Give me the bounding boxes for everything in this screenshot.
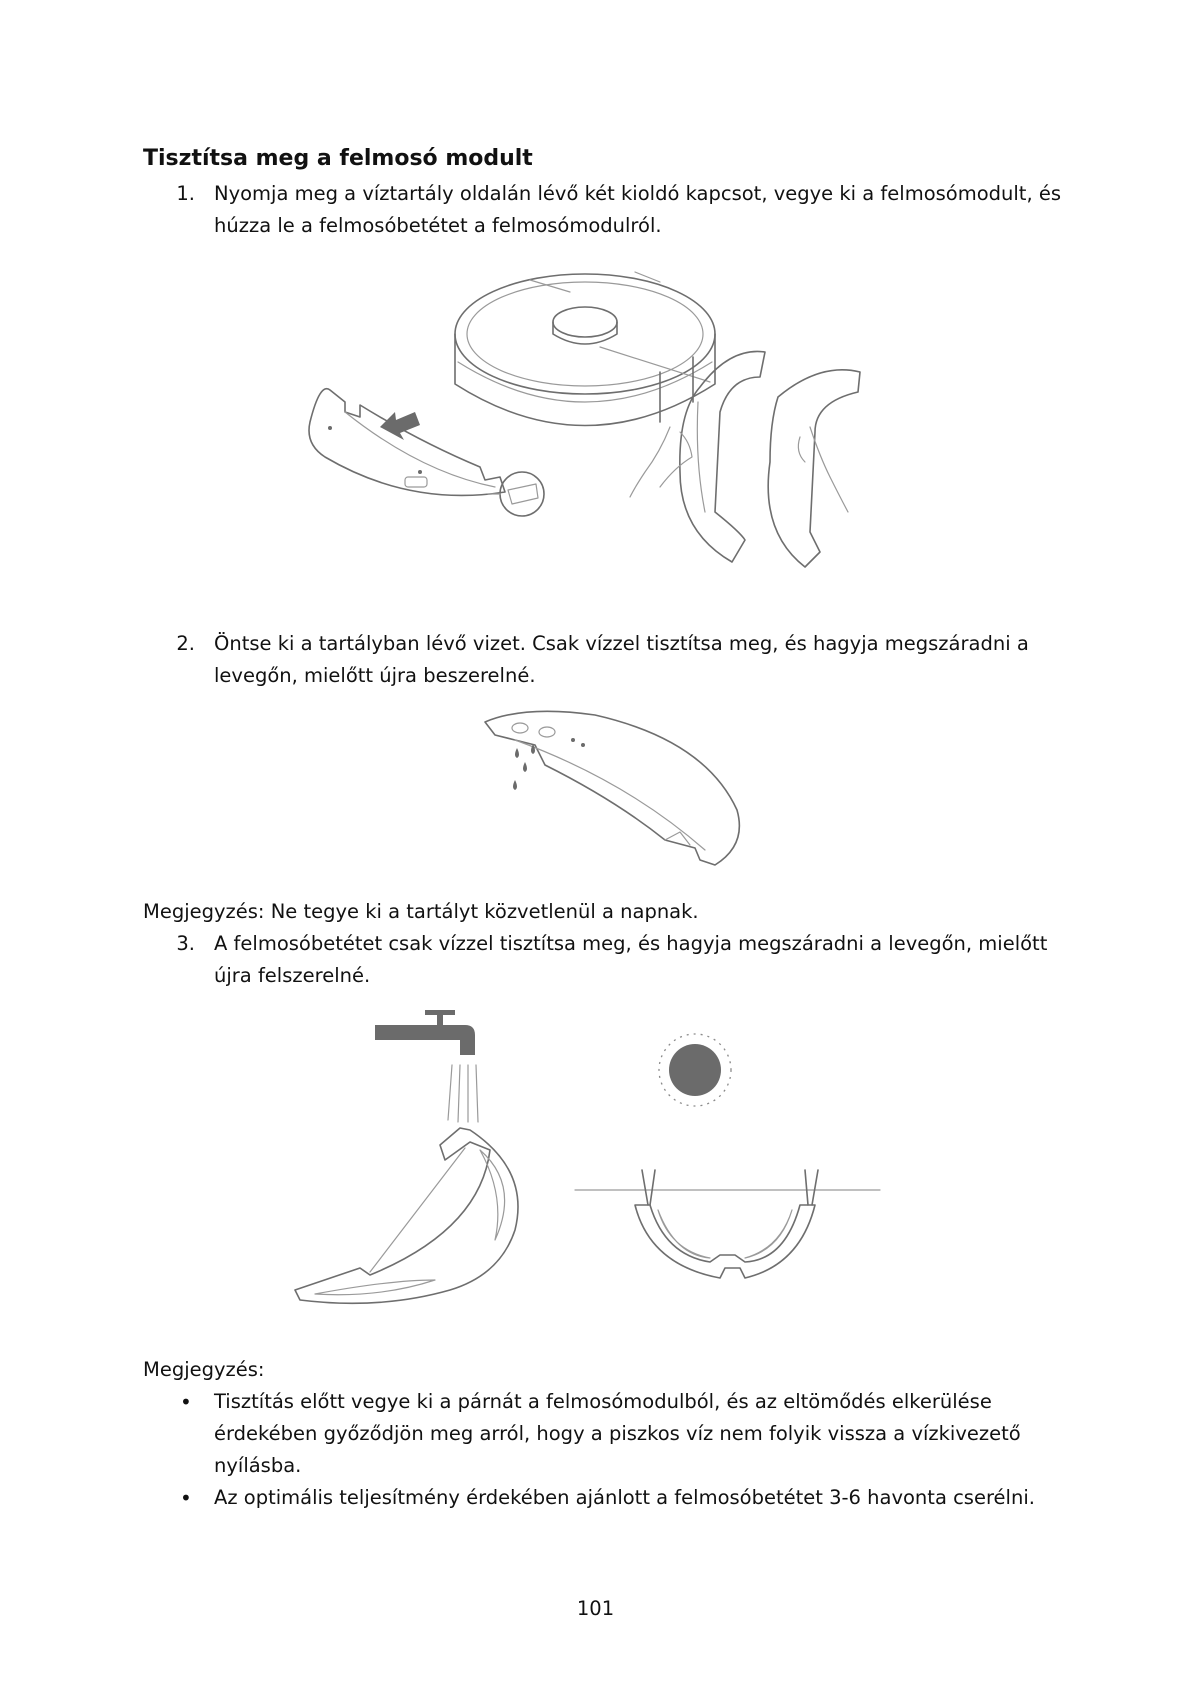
- note-sun: Megjegyzés: Ne tegye ki a tartályt közvetlenül a napnak.: [143, 900, 699, 923]
- note-title: Megjegyzés:: [143, 1358, 265, 1381]
- step-3-number: 3.: [176, 932, 195, 955]
- mop-module-icon: [309, 389, 505, 496]
- mop-pad-icon: [680, 351, 860, 567]
- mop-pad-icon: [295, 1128, 518, 1303]
- bullet-1-line-3: nyílásba.: [214, 1454, 302, 1477]
- step-2-line-1: Öntse ki a tartályban lévő vizet. Csak vízzel tisztítsa meg, és hagyja megszáradni a: [214, 632, 1029, 655]
- bullet-1-line-2: érdekében győződjön meg arról, hogy a piszkos víz nem folyik vissza a vízkivezető: [214, 1422, 1021, 1445]
- mop-module-icon: [485, 711, 739, 865]
- robot-vacuum-icon: [455, 272, 715, 426]
- water-drops-icon: [513, 744, 535, 790]
- section-heading: Tisztítsa meg a felmosó modult: [143, 146, 533, 171]
- figure-empty-tank: [475, 700, 755, 879]
- step-1-line-1: Nyomja meg a víztartály oldalán lévő két kioldó kapcsot, vegye ki a felmosómodult, és: [214, 182, 1061, 205]
- faucet-icon: [375, 1010, 478, 1122]
- step-1-number: 1.: [176, 182, 195, 205]
- bullet-1-line-1: Tisztítás előtt vegye ki a párnát a felmosómodulból, és az eltömődés elkerülése: [214, 1390, 992, 1413]
- step-3-line-2: újra felszerelné.: [214, 964, 371, 987]
- figure-wash-and-dry-pad: [280, 1010, 900, 1314]
- step-1-line-2: húzza le a felmosóbetétet a felmosómodulról.: [214, 214, 662, 237]
- bullet-2-symbol: •: [180, 1486, 192, 1510]
- page-number: 101: [576, 1597, 615, 1620]
- step-2-number: 2.: [176, 632, 195, 655]
- step-2-line-2: levegőn, mielőtt újra beszerelné.: [214, 664, 536, 687]
- bullet-1-symbol: •: [180, 1390, 192, 1414]
- bullet-2-line-1: Az optimális teljesítmény érdekében ajánlott a felmosóbetétet 3-6 havonta cserélni.: [214, 1486, 1035, 1509]
- sun-icon: [659, 1034, 731, 1106]
- step-3-line-1: A felmosóbetétet csak vízzel tisztítsa meg, és hagyja megszáradni a levegőn, mielőtt: [214, 932, 1048, 955]
- clothesline-icon: [575, 1170, 880, 1278]
- figure-remove-mop-module: [300, 262, 920, 621]
